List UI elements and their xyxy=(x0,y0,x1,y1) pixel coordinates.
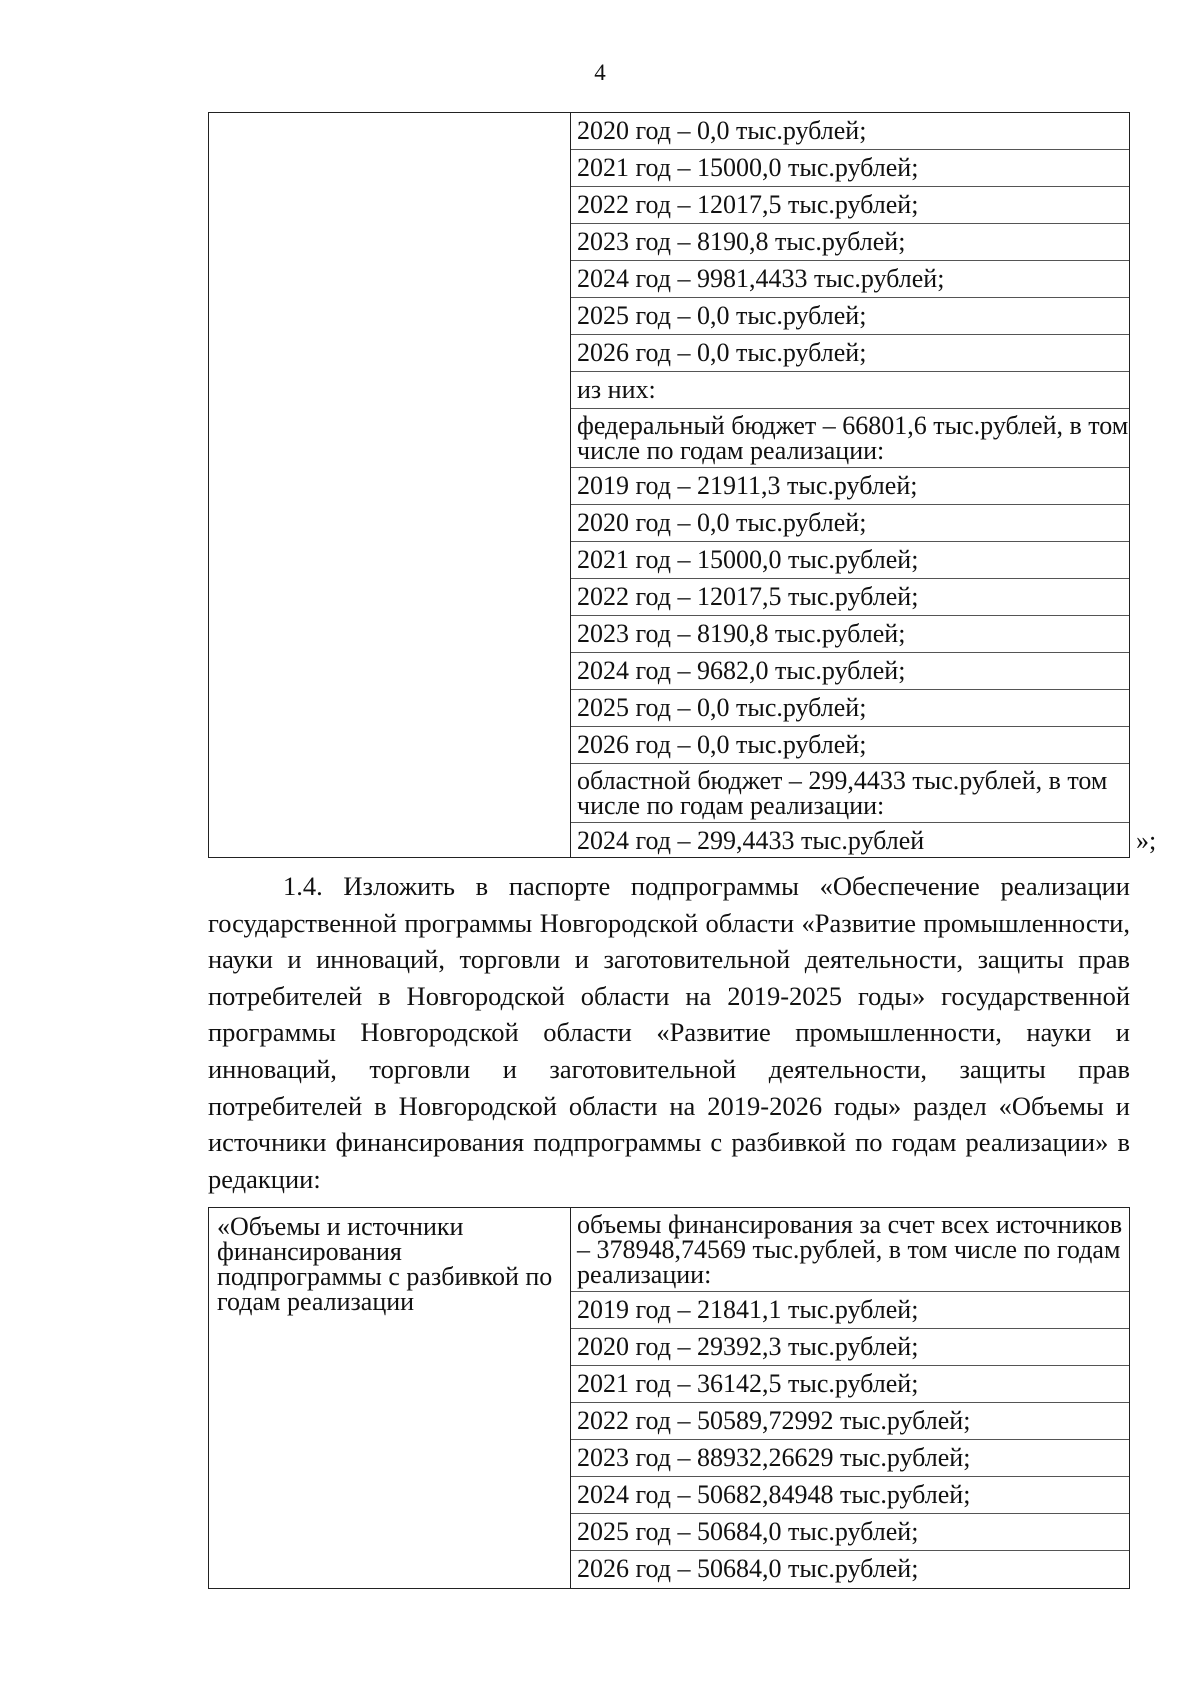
table-left-text: «Объемы и источники финансирования подпрограммы с разбивкой по годам реализации xyxy=(217,1212,553,1316)
table-row: 2023 год – 8190,8 тыс.рублей; xyxy=(571,224,1129,261)
table-row: 2026 год – 0,0 тыс.рублей; xyxy=(571,727,1129,764)
table-row: федеральный бюджет – 66801,6 тыс.рублей, в том числе по годам реализации: xyxy=(571,409,1129,468)
table-row: 2021 год – 36142,5 тыс.рублей; xyxy=(571,1366,1129,1403)
table-row: из них: xyxy=(571,372,1129,409)
table-right-cell xyxy=(571,113,1129,857)
page-number: 4 xyxy=(594,60,606,85)
table-left-cell xyxy=(209,1208,571,1588)
table-row: 2024 год – 299,4433 тыс.рублей xyxy=(577,826,925,855)
table-row: 2022 год – 12017,5 тыс.рублей; xyxy=(571,579,1129,616)
table-row: 2019 год – 21841,1 тыс.рублей; xyxy=(571,1292,1129,1329)
table-row: 2019 год – 21911,3 тыс.рублей; xyxy=(571,468,1129,505)
table-row: 2022 год – 12017,5 тыс.рублей; xyxy=(571,187,1129,224)
table-row: 2025 год – 0,0 тыс.рублей; xyxy=(571,298,1129,335)
table-row: 2025 год – 0,0 тыс.рублей; xyxy=(571,690,1129,727)
table-left-cell xyxy=(209,113,571,857)
table-row: 2023 год – 8190,8 тыс.рублей; xyxy=(571,616,1129,653)
table-row: 2021 год – 15000,0 тыс.рублей; xyxy=(571,542,1129,579)
table-left-text xyxy=(209,113,570,119)
table-row: 2023 год – 88932,26629 тыс.рублей; xyxy=(571,1440,1129,1477)
table-row: 2024 год – 50682,84948 тыс.рублей; xyxy=(571,1477,1129,1514)
table-row: 2024 год – 9682,0 тыс.рублей; xyxy=(571,653,1129,690)
table-row: 2026 год – 50684,0 тыс.рублей; xyxy=(577,1554,919,1583)
table-row: 2025 год – 50684,0 тыс.рублей; xyxy=(571,1514,1129,1551)
table-right-cell xyxy=(571,1208,1129,1588)
table-row: 2020 год – 29392,3 тыс.рублей; xyxy=(571,1329,1129,1366)
financing-table-continued xyxy=(208,112,1130,858)
table-row: объемы финансирования за счет всех источников – 378948,74569 тыс.рублей, в том числе по годам реализации: xyxy=(571,1208,1129,1292)
table-row: 2024 год – 9981,4433 тыс.рублей; xyxy=(571,261,1129,298)
financing-table-new xyxy=(208,1207,1130,1589)
closing-quote: »; xyxy=(1136,826,1157,855)
table-row: 2020 год – 0,0 тыс.рублей; xyxy=(571,505,1129,542)
table-row: областной бюджет – 299,4433 тыс.рублей, в том числе по годам реализации: xyxy=(571,764,1129,823)
table-row: 2022 год – 50589,72992 тыс.рублей; xyxy=(571,1403,1129,1440)
amendment-paragraph: 1.4. Изложить в паспорте подпрограммы «Обеспечение реализации государственной программы Новгородской области «Развитие промышленности, науки и инноваций, торговли и заготовительной деятельности, защиты прав потребителей в Новгородской области на 2019-2025 годы» государственной программы Новгородской области «Развитие промышленности, науки и инноваций, торговли и заготовительной деятельности, защиты прав потребителей в Новгородской области на 2019-2026 годы» раздел «Объемы и источники финансирования подпрограммы с разбивкой по годам реализации» в редакции: xyxy=(208,871,1130,1194)
table-row: 2020 год – 0,0 тыс.рублей; xyxy=(571,113,1129,150)
table-row: 2021 год – 15000,0 тыс.рублей; xyxy=(571,150,1129,187)
table-row: 2026 год – 0,0 тыс.рублей; xyxy=(571,335,1129,372)
